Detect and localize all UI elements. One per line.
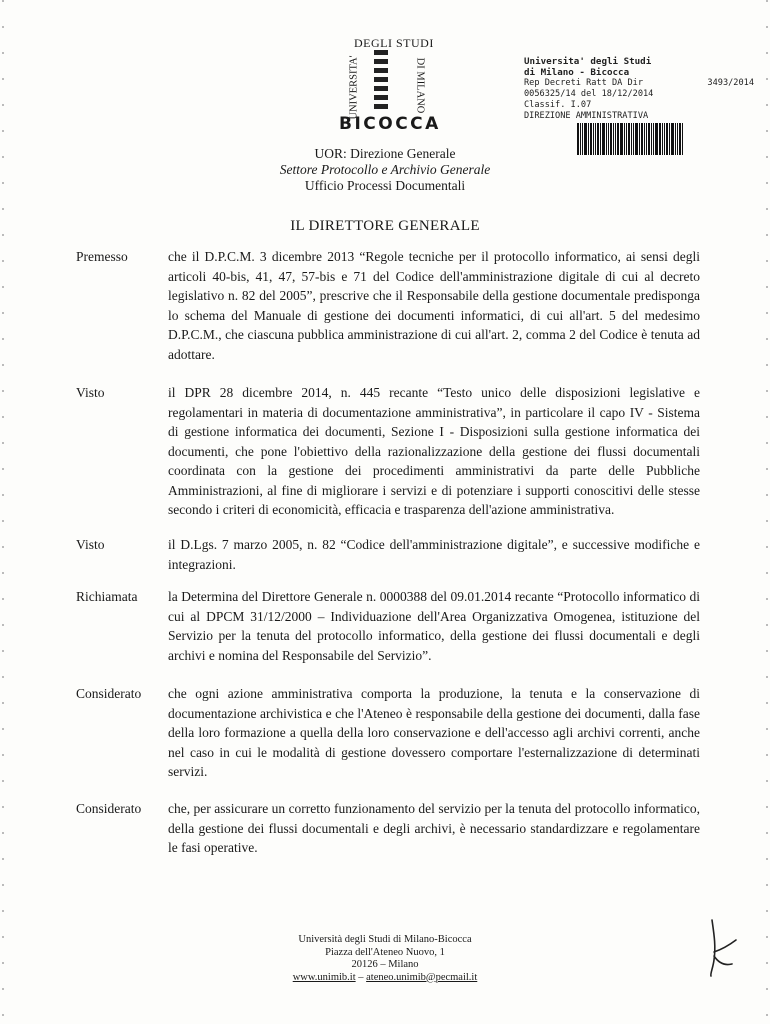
settore-line: Settore Protocollo e Archivio Generale	[279, 162, 491, 177]
page-footer	[0, 934, 770, 984]
stamp-line-1: Universita' degli Studi	[524, 56, 652, 67]
uor-line: UOR: Direzione Generale	[314, 146, 456, 161]
section-label: Considerato	[76, 686, 142, 701]
protocol-stamp	[524, 56, 754, 122]
section-label: Richiamata	[76, 589, 138, 604]
stamp-line-3	[524, 78, 754, 89]
footer-website-link[interactable]: www.unimib.it	[292, 971, 356, 983]
logo-top-text: DEGLI STUDI	[354, 36, 434, 50]
footer-separator: –	[355, 971, 367, 983]
document-title: IL DIRETTORE GENERALE	[290, 218, 480, 234]
ufficio-line: Ufficio Processi Documentali	[304, 178, 466, 193]
stamp-line-3-left: Rep Decreti Ratt DA Dir	[524, 78, 643, 88]
section-label: Premesso	[76, 249, 128, 264]
logo-left-text: UNIVERSITA'	[348, 55, 360, 120]
logo-bottom-text: BICOCCA	[339, 114, 441, 134]
logo-right-text: DI MILANO	[414, 57, 426, 114]
footer-line-2: Piazza dell'Ateneo Nuovo, 1	[325, 946, 445, 958]
section-label: Visto	[76, 537, 105, 552]
stamp-line-3-right: 3493/2014	[707, 78, 754, 88]
section-text: la Determina del Direttore Generale n. 0000388 del 09.01.2014 recante “Protocollo informatico di cui al DPCM 31/12/2000 – Individuazione dell'Area Organizzativa Omogenea, istituzione del Servizio per la tenuta del protocollo informatico, della gestione dei flussi documentali e degli archivi e nomina del Responsabile del Servizio”.	[168, 589, 700, 663]
section-text: il DPR 28 dicembre 2014, n. 445 recante “Testo unico delle disposizioni legislative e regolamentari in materia di documentazione amministrativa”, in particolare il capo IV - Sistema di gestione informatica dei documenti, Sezione I - Disposizioni sulla gestione informatica dei documenti, che pone l'obiettivo della razionalizzazione della gestione dei flussi documentali coordinata con la gestione dei procedimenti amministrativi da parte delle Pubbliche Amministrazioni, al fine di migliorare i servizi e di potenziare i supporti conoscitivi delle stesse secondo i criteri di economicità, efficacia e trasparenza dell'azione amministrativa.	[168, 385, 700, 517]
logo-mark-icon	[374, 50, 388, 112]
stamp-line-2: di Milano - Bicocca	[524, 67, 630, 78]
section-text: che, per assicurare un corretto funzionamento del servizio per la tenuta del protocollo informatico, della gestione dei flussi documentali e degli archivi, è necessario standardizzare e regolamentare le fasi operative.	[168, 801, 700, 855]
section-text: che il D.P.C.M. 3 dicembre 2013 “Regole tecniche per il protocollo informatico, ai sensi degli articoli 40-bis, 41, 47, 57-bis e 71 del Codice dell'amministrazione digitale di cui al decreto legislativo n. 82 del 2005”, prescrive che il Responsabile della gestione documentale predisponga lo schema del Manuale di gestione dei documenti informatici, di cui all'art. 5 del medesimo D.P.C.M., che ciascuna pubblica amministrazione di cui all'art. 2, comma 2 del Codice è tenuta ad adottare.	[168, 249, 700, 362]
stamp-line-5: Classif. I.07	[524, 100, 592, 110]
university-logo	[336, 36, 441, 134]
section-text: che ogni azione amministrativa comporta la produzione, la tenuta e la conservazione di documentazione archivistica e che l'Ateneo è responsabile della gestione dei documenti, dalla fase della loro formazione a quella della loro conservazione e dell'accesso agli archivi correnti, anche nel caso in cui le modalità di gestione dovessero comportare l'esternalizzazione di determinati servizi.	[168, 686, 700, 779]
section-text: il D.Lgs. 7 marzo 2005, n. 82 “Codice dell'amministrazione digitale”, e successive modifiche e integrazioni.	[168, 537, 700, 572]
stamp-line-4: 0056325/14 del 18/12/2014	[524, 89, 654, 99]
section-label: Considerato	[76, 801, 142, 816]
footer-line-3: 20126 – Milano	[351, 959, 419, 970]
office-header	[0, 146, 770, 194]
stamp-line-6: DIREZIONE AMMINISTRATIVA	[524, 111, 649, 121]
footer-line-1: Università degli Studi di Milano-Bicocca	[298, 934, 472, 945]
handwritten-signature	[696, 916, 740, 978]
section-label: Visto	[76, 385, 105, 400]
footer-contacts	[0, 972, 770, 985]
footer-pec-link[interactable]: ateneo.unimib@pecmail.it	[366, 971, 478, 983]
